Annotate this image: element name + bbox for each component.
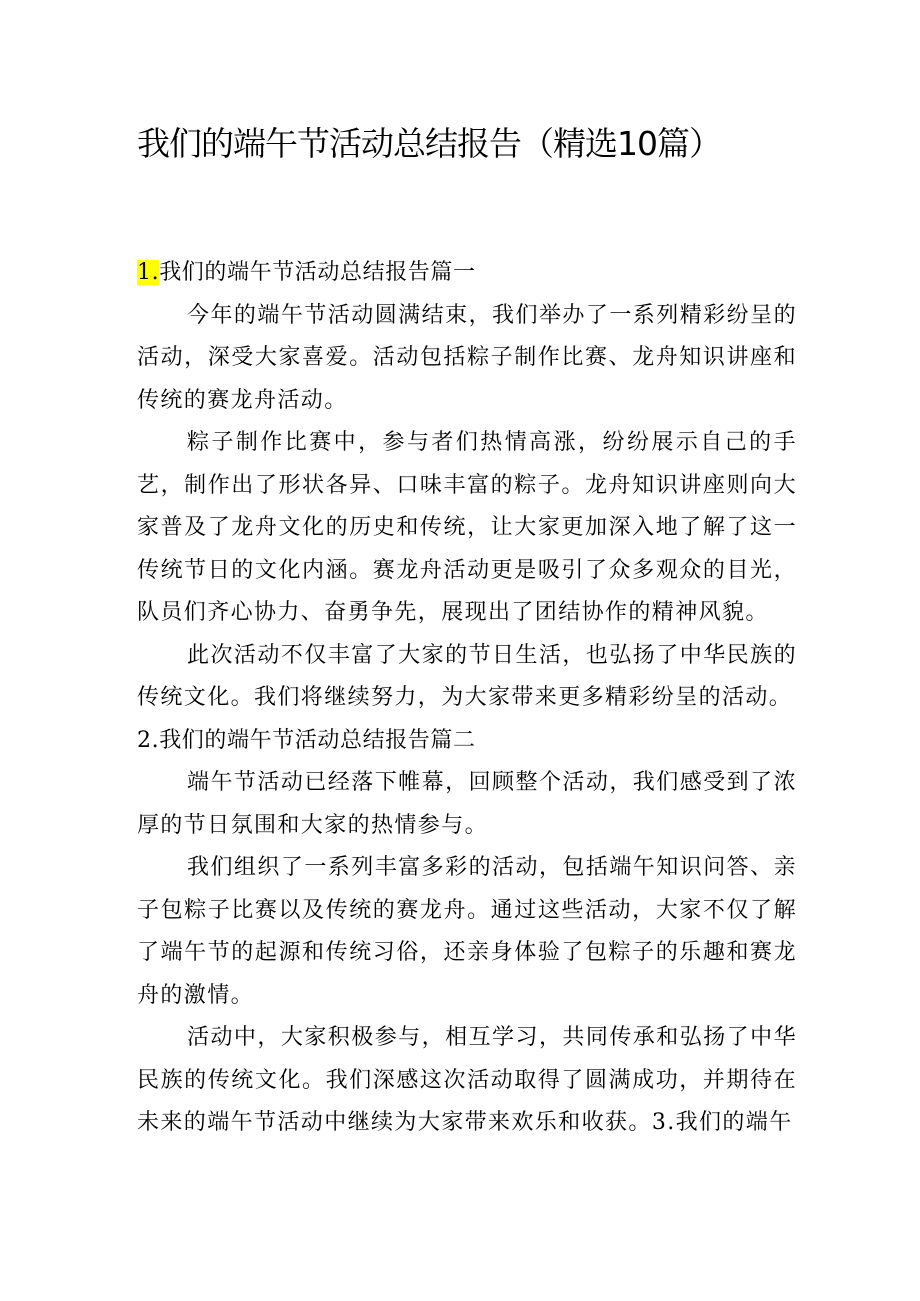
section-heading-text: 我们的端午节活动总结报告篇一 (159, 260, 476, 285)
paragraph: 今年的端午节活动圆满结束，我们举办了一系列精彩纷呈的活动，深受大家喜爱。活动包括粽子制作比赛、龙舟知识讲座和传统的赛龙舟活动。 (137, 302, 797, 413)
section-heading-text: 我们的端午节活动总结报告篇二 (159, 727, 476, 753)
paragraph: 粽子制作比赛中，参与者们热情高涨，纷纷展示自己的手艺，制作出了形状各异、口味丰富的粽子。龙舟知识讲座则向大家普及了龙舟文化的历史和传统，让大家更加深入地了解了这一传统节日的文化内涵。赛龙舟活动更是吸引了众多观众的目光，队员们齐心协力、奋勇争先，展现出了团结协作的精神风貌。 (137, 430, 797, 625)
document-title: 我们的端午节活动总结报告（精选10篇） (137, 124, 721, 163)
document-body (137, 252, 797, 1145)
paragraph: 端午节活动已经落下帷幕，回顾整个活动，我们感受到了浓厚的节日氛围和大家的热情参与。 (137, 770, 797, 838)
paragraph: 我们组织了一系列丰富多彩的活动，包括端午知识问答、亲子包粽子比赛以及传统的赛龙舟。通过这些活动，大家不仅了解了端午节的起源和传统习俗，还亲身体验了包粽子的乐趣和赛龙舟的激情。 (137, 855, 797, 1008)
section-number: 2. (137, 727, 160, 753)
section-heading-3-fragment: 3.我们的端午 (651, 1110, 793, 1135)
paragraph (137, 1017, 797, 1145)
paragraph: 此次活动不仅丰富了大家的节日生活，也弘扬了中华民族的传统文化。我们将继续努力，为大家带来更多精彩纷呈的活动。 (137, 642, 797, 710)
highlighted-section-number: 1. (137, 260, 160, 285)
section-heading-2 (137, 720, 797, 763)
section-heading-1 (137, 252, 797, 295)
paragraph-text: 活动中，大家积极参与，相互学习，共同传承和弘扬了中华民族的传统文化。我们深感这次活动取得了圆满成功，并期待在未来的端午节活动中继续为大家带来欢乐和收获。 (137, 1025, 797, 1135)
